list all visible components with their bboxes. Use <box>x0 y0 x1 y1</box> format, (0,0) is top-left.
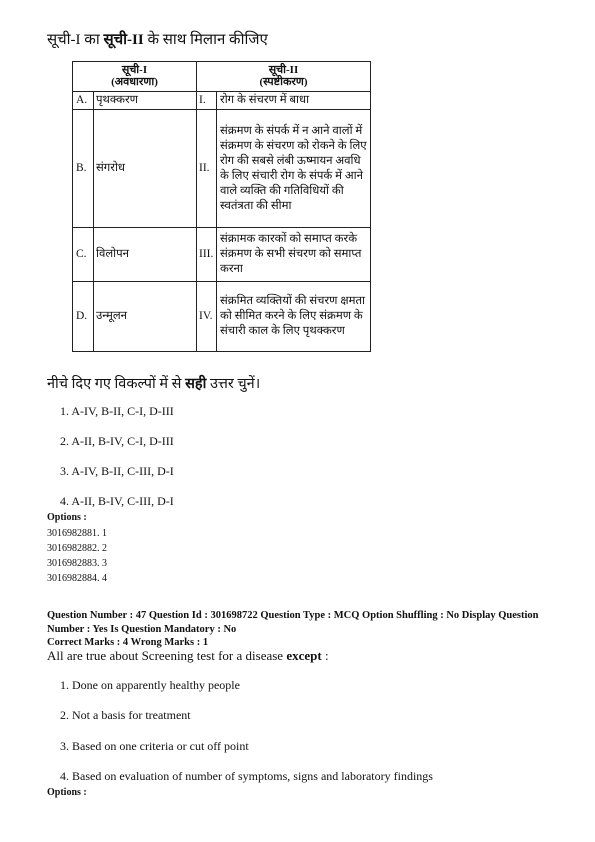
q1-options-label: Options : <box>47 512 87 523</box>
q1-option-id: 3016982884. 4 <box>47 573 107 584</box>
table-row <box>73 92 371 110</box>
row-explanation: संक्रामक कारकों को समाप्त करके संक्रमण के सभी संचरण को समाप्त करना <box>217 228 371 282</box>
row-number: III. <box>197 228 217 282</box>
heading-bold: सूची-II <box>103 32 144 48</box>
row-letter: D. <box>73 282 94 352</box>
match-table-header <box>73 62 371 92</box>
q1-option-id: 3016982882. 2 <box>47 543 107 554</box>
q2-text-bold: except <box>286 648 322 663</box>
q2-meta-line: Question Number : 47 Question Id : 301698722 Question Type : MCQ Option Shuffling : No Display Question <box>47 610 539 621</box>
q1-option-1[interactable]: 1. A-IV, B-II, C-I, D-III <box>60 404 174 418</box>
heading-suffix: के साथ मिलान कीजिए <box>143 32 268 48</box>
q2-option-3[interactable]: 3. Based on one criteria or cut off point <box>60 739 249 753</box>
q2-option-4[interactable]: 4. Based on evaluation of number of symptoms, signs and laboratory findings <box>60 769 433 783</box>
col2-sub: (स्पष्टीकरण) <box>259 76 308 88</box>
col2-header <box>197 62 371 92</box>
row-number: IV. <box>197 282 217 352</box>
row-letter: A. <box>73 92 94 110</box>
q2-metadata <box>47 609 567 650</box>
table-row <box>73 228 371 282</box>
row-number: I. <box>197 92 217 110</box>
q2-option-2[interactable]: 2. Not a basis for treatment <box>60 708 191 722</box>
q2-options-label: Options : <box>47 787 87 798</box>
col1-title: सूची-I <box>121 64 148 76</box>
row-explanation: रोग के संचरण में बाधा <box>217 92 371 110</box>
q2-text-prefix: All are true about Screening test for a disease <box>47 648 287 663</box>
q1-option-id: 3016982881. 1 <box>47 528 107 539</box>
table-row <box>73 282 371 352</box>
row-concept: पृथक्करण <box>94 92 197 110</box>
row-letter: C. <box>73 228 94 282</box>
q2-meta-line: Number : Yes Is Question Mandatory : No <box>47 623 237 635</box>
q2-text-suffix: : <box>321 648 329 663</box>
row-concept: विलोपन <box>94 228 197 282</box>
q1-option-2[interactable]: 2. A-II, B-IV, C-I, D-III <box>60 434 174 448</box>
match-table <box>72 61 371 352</box>
col1-sub: (अवधारणा) <box>111 76 158 88</box>
row-number: II. <box>197 110 217 228</box>
q2-option-1[interactable]: 1. Done on apparently healthy people <box>60 678 240 692</box>
instruction-prefix: नीचे दिए गए विकल्पों में से <box>47 376 186 392</box>
heading-middle: का <box>80 32 104 48</box>
heading-prefix: सूची-I <box>47 32 81 48</box>
row-concept: संगरोध <box>94 110 197 228</box>
question-heading <box>47 29 268 49</box>
instruction-bold: सही <box>185 376 207 392</box>
q2-question-text <box>47 648 329 664</box>
q1-option-id: 3016982883. 3 <box>47 558 107 569</box>
row-concept: उन्मूलन <box>94 282 197 352</box>
col1-header <box>73 62 197 92</box>
row-letter: B. <box>73 110 94 228</box>
q1-option-4[interactable]: 4. A-II, B-IV, C-III, D-I <box>60 494 174 508</box>
row-explanation: संक्रमण के संपर्क में न आने वालों में संक्रमण के संचरण को रोकने के लिए रोग की सबसे लंबी ऊष्मायन अवधि के लिए संचारी रोग के संपर्क में आने वाले व्यक्ति की गतिविधियों की स्वतंत्रता की सीमा <box>217 110 371 228</box>
row-explanation: संक्रमित व्यक्तियों की संचरण क्षमता को सीमित करने के लिए संक्रमण के संचारी काल के लिए पृथक्करण <box>217 282 371 352</box>
col2-title: सूची-II <box>268 64 299 76</box>
q2-meta-line: Correct Marks : 4 Wrong Marks : 1 <box>47 637 209 648</box>
q1-option-3[interactable]: 3. A-IV, B-II, C-III, D-I <box>60 464 174 478</box>
instruction-suffix: उत्तर चुनें। <box>206 376 261 392</box>
table-row <box>73 110 371 228</box>
instruction-text <box>47 373 260 393</box>
